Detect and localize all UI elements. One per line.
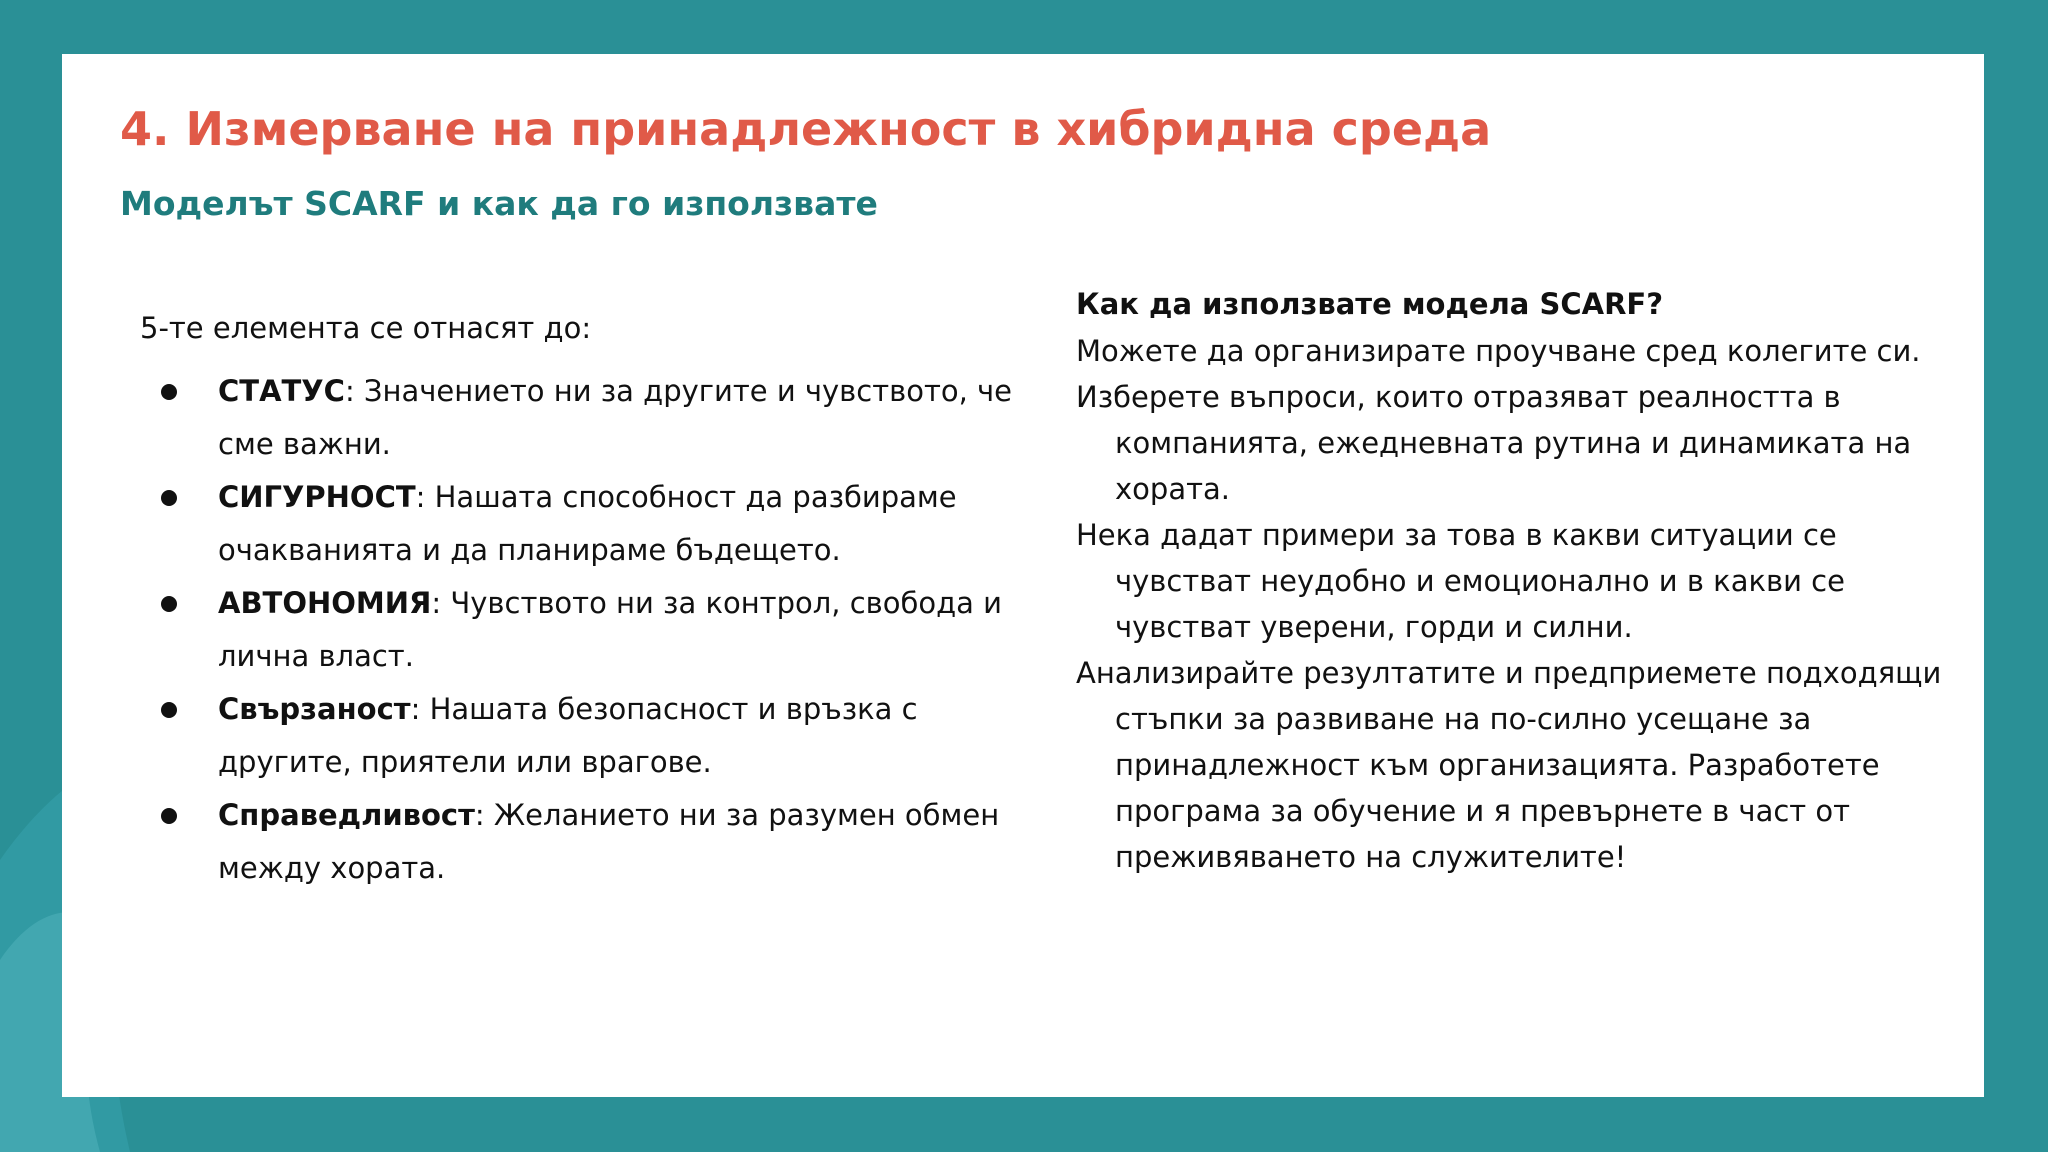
element-description: : Нашата безопасност и връзка с другите, приятели или врагове. <box>218 692 918 779</box>
element-term: СИГУРНОСТ <box>218 480 416 514</box>
usage-paragraph: Изберете въпроси, които отразяват реалността в компанията, ежедневната рутина и динамиката на хората. <box>1076 380 1912 506</box>
elements-column <box>140 302 1020 895</box>
element-term: СТАТУС <box>218 374 345 408</box>
element-term: Справедливост <box>218 798 475 832</box>
bullet-icon <box>161 596 177 612</box>
elements-intro: 5-те елемента се отнасят до: <box>140 311 592 345</box>
usage-paragraph: Анализирайте резултатите и предприемете подходящи стъпки за развиване на по-силно усещане за принадлежност към организацията. Разработете програма за обучение и я превърнете в част от преживяването на служителите! <box>1076 656 1942 874</box>
bullet-icon <box>161 490 177 506</box>
list-item <box>140 577 1020 683</box>
list-item <box>140 365 1020 471</box>
element-term: Свързаност <box>218 692 411 726</box>
scarf-elements-list <box>140 365 1020 895</box>
element-description: : Значението ни за другите и чувството, че сме важни. <box>218 374 1012 461</box>
usage-paragraph: Можете да организирате проучване сред колегите си. <box>1076 334 1921 368</box>
usage-heading: Как да използвате модела SCARF? <box>1076 287 1664 321</box>
element-term: АВТОНОМИЯ <box>218 586 432 620</box>
slide-card <box>62 54 1984 1097</box>
element-description: : Желанието ни за разумен обмен между хората. <box>218 798 1000 885</box>
usage-column <box>1076 280 1956 880</box>
bullet-icon <box>161 384 177 400</box>
element-description: : Чувството ни за контрол, свобода и лична власт. <box>218 586 1002 673</box>
slide-subtitle: Моделът SCARF и как да го използвате <box>120 184 878 223</box>
list-item <box>140 683 1020 789</box>
bullet-icon <box>161 702 177 718</box>
usage-paragraph: Нека дадат примери за това в какви ситуации се чувстват неудобно и емоционално и в какви се чувстват уверени, горди и силни. <box>1076 518 1845 644</box>
bullet-icon <box>161 808 177 824</box>
list-item <box>140 789 1020 895</box>
element-description: : Нашата способност да разбираме очакванията и да планираме бъдещето. <box>218 480 957 567</box>
slide-title: 4. Измерване на принадлежност в хибридна среда <box>120 102 1492 156</box>
list-item <box>140 471 1020 577</box>
